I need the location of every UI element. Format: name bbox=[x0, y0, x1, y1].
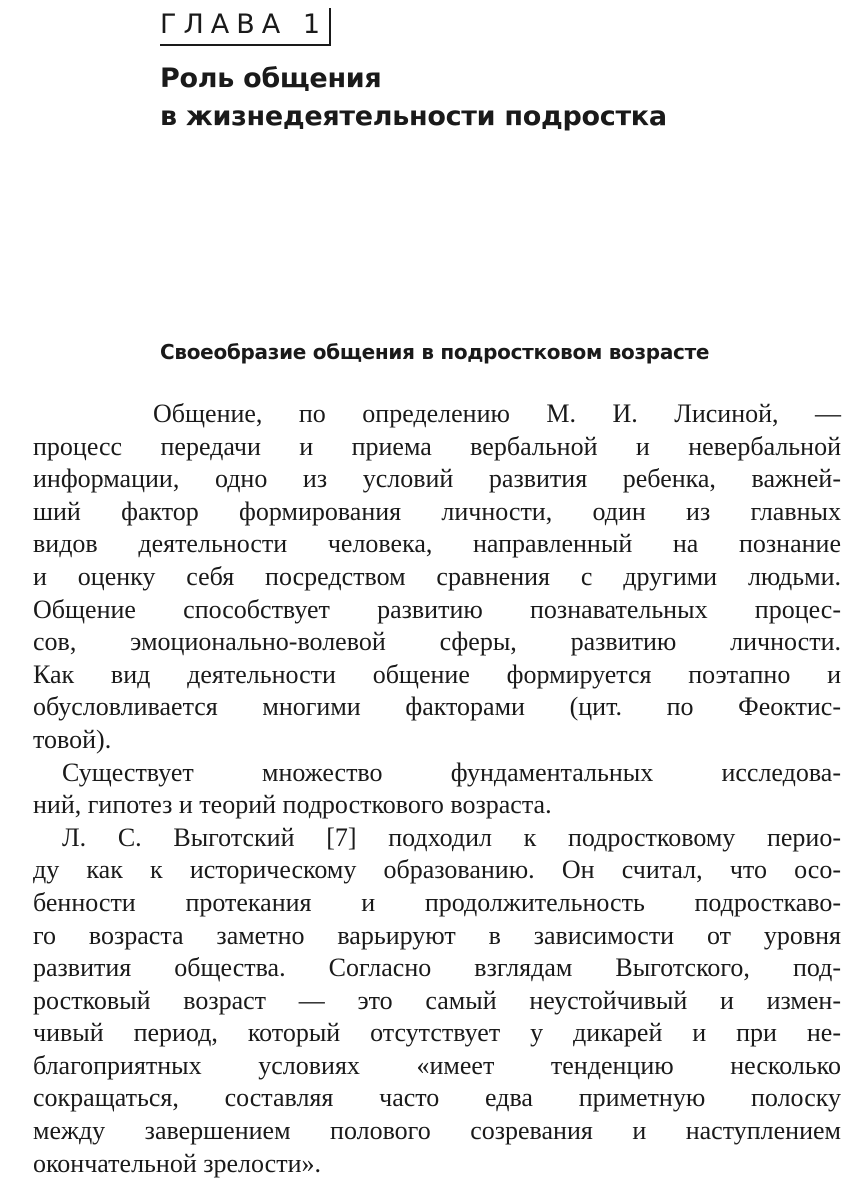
chapter-title-line: в жизнедеятельности подростка bbox=[160, 101, 667, 132]
chapter-title-line: Роль общения bbox=[160, 63, 382, 94]
text-line: Общение способствует развитию познавательных процес- bbox=[33, 594, 841, 624]
text-line: ду как к историческому образованию. Он считал, что осо- bbox=[33, 855, 841, 885]
text-line: сокращаться, составляя часто едва приметную полоску bbox=[33, 1083, 841, 1113]
text-line: информации, одно из условий развития ребенка, важней- bbox=[33, 464, 841, 494]
text-line: видов деятельности человека, направленный на познание bbox=[33, 529, 841, 559]
text-line: Л. С. Выготский [7] подходил к подростковому перио- bbox=[62, 822, 841, 852]
text-line: между завершением полового созревания и наступлением bbox=[33, 1116, 841, 1146]
text-line: окончательной зрелости». bbox=[33, 1148, 321, 1178]
text-line: Общение, по определению М. И. Лисиной, — bbox=[153, 399, 841, 428]
text-line: чивый период, который отсутствует у дикарей и при не- bbox=[33, 1018, 841, 1048]
text-line: благоприятных условиях «имеет тенденцию несколько bbox=[33, 1050, 841, 1080]
paragraph bbox=[33, 822, 841, 1181]
section-title: Своеобразие общения в подростковом возрасте bbox=[160, 340, 710, 364]
body-text bbox=[33, 398, 841, 1180]
paragraph bbox=[33, 757, 841, 822]
text-line: товой). bbox=[33, 724, 112, 754]
text-line: ший фактор формирования личности, один из главных bbox=[33, 496, 841, 526]
text-line: го возраста заметно варьируют в зависимости от уровня bbox=[33, 920, 841, 950]
text-line: Как вид деятельности общение формируется поэтапно и bbox=[33, 659, 841, 689]
text-line: сов, эмоционально-волевой сферы, развитию личности. bbox=[33, 627, 841, 657]
text-line: Существует множество фундаментальных исследова- bbox=[62, 757, 841, 787]
text-line: бенности протекания и продолжительность подросткаво- bbox=[33, 887, 841, 917]
chapter-title bbox=[160, 60, 667, 136]
paragraph bbox=[33, 398, 841, 757]
text-line: процесс передачи и приема вербальной и невербальной bbox=[33, 431, 841, 461]
text-line: и оценку себя посредством сравнения с другими людьми. bbox=[33, 561, 841, 591]
chapter-label: ГЛАВА 1 bbox=[160, 8, 331, 46]
text-line: обусловливается многими факторами (цит. по Феоктис- bbox=[33, 692, 841, 722]
text-line: ростковый возраст — это самый неустойчивый и измен- bbox=[33, 985, 841, 1015]
text-line: развития общества. Согласно взглядам Выготского, под- bbox=[33, 953, 841, 983]
text-line: ний, гипотез и теорий подросткового возраста. bbox=[33, 790, 552, 820]
